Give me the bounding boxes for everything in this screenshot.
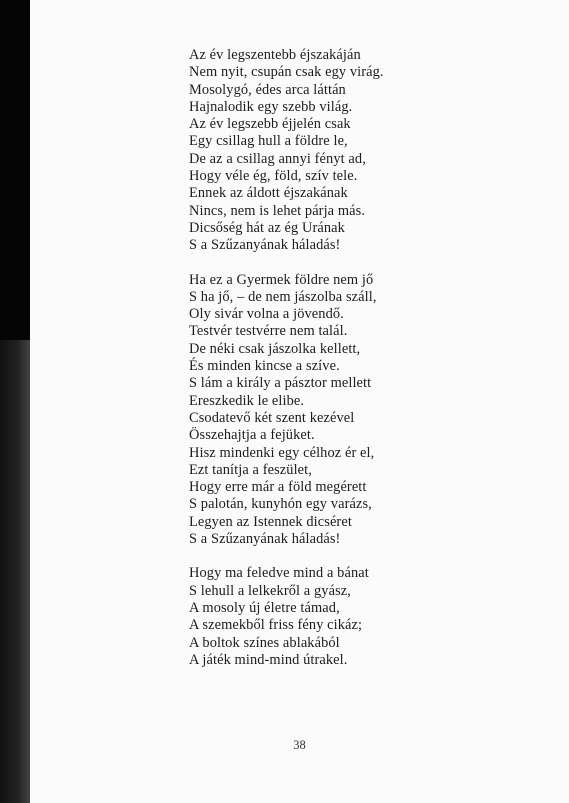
poem-line: És minden kincse a szíve. (189, 358, 340, 375)
stanza-2 (189, 272, 449, 549)
poem-line: S lehull a lelkekről a gyász, (189, 582, 351, 599)
poem-line: A játék mind-mind útrakel. (189, 651, 348, 668)
poem-line: Az év legszebb éjjelén csak (189, 116, 351, 133)
poem-line: Oly sivár volna a jövendő. (189, 306, 344, 323)
poem-line: Hisz mindenki egy célhoz ér el, (189, 444, 375, 461)
poem-line: Mosolygó, édes arca láttán (189, 81, 346, 98)
poem-line: Csodatevő két szent kezével (189, 409, 355, 426)
poem-line: A boltok színes ablakából (189, 634, 340, 651)
poem-line: Dicsőség hát az ég Urának (189, 219, 345, 236)
poem-line: Legyen az Istennek dicséret (189, 513, 352, 530)
poem-line: Az év legszentebb éjszakáján (189, 47, 361, 63)
poem-line: A mosoly új életre támad, (189, 599, 340, 616)
poem-line: Hogy véle ég, föld, szív tele. (189, 168, 358, 185)
poem-line: S lám a király a pásztor mellett (189, 375, 372, 392)
stanza-1 (189, 47, 449, 255)
poem-line: Nincs, nem is lehet párja más. (189, 202, 366, 219)
poem-line: S a Szűzanyának háladás! (189, 531, 341, 548)
scan-edge-shadow-top (0, 0, 30, 340)
poem-line: S ha jő, – de nem jászolba száll, (189, 288, 377, 305)
poem-line: Hogy erre már a föld megérett (189, 479, 367, 496)
scan-edge-shadow-bottom (0, 340, 30, 803)
poem-line: Ha ez a Gyermek földre nem jő (189, 271, 374, 288)
poem-line: Egy csillag hull a földre le, (189, 133, 348, 150)
poem-line: A szemekből friss fény cikáz; (189, 617, 363, 634)
poem-line: Nem nyit, csupán csak egy virág. (189, 64, 384, 81)
poem-line: De az a csillag annyi fényt ad, (189, 150, 366, 167)
page-number: 38 (293, 738, 306, 752)
stanza-3 (189, 565, 449, 669)
poem-line: Ereszkedik le elibe. (189, 392, 305, 409)
poem-line: Összehajtja a fejüket. (189, 427, 315, 444)
poem-line: Hogy ma feledve mind a bánat (189, 565, 369, 582)
poem-line: S a Szűzanyának háladás! (189, 237, 341, 254)
poem-line: Testvér testvérre nem talál. (189, 323, 348, 340)
poem (189, 47, 449, 669)
poem-line: Ennek az áldott éjszakának (189, 185, 348, 202)
poem-line: Hajnalodik egy szebb világ. (189, 98, 353, 115)
poem-line: Ezt tanítja a feszület, (189, 461, 312, 478)
poem-line: S palotán, kunyhón egy varázs, (189, 496, 372, 513)
poem-line: De néki csak jászolka kellett, (189, 340, 361, 357)
